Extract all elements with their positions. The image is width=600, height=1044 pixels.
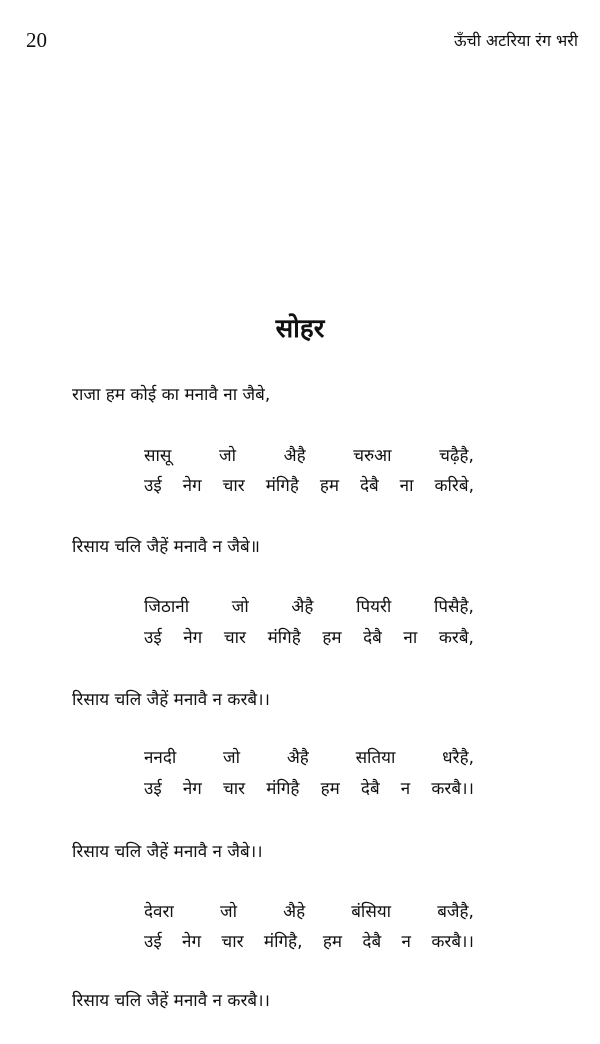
running-header: ऊँची अटरिया रंग भरी [453, 31, 578, 50]
word: करिबे, [434, 476, 474, 496]
word: जो [218, 446, 237, 466]
stanza-line [144, 626, 474, 650]
word: सासू [144, 446, 172, 466]
word: अैहै [291, 597, 314, 617]
word: जो [219, 902, 237, 922]
word: मंगिहै [266, 779, 300, 799]
stanza-line [144, 930, 474, 954]
word: बंसिया [351, 902, 392, 922]
word: उई [144, 476, 162, 496]
word: चार [222, 476, 245, 496]
word: करबै।। [431, 779, 474, 799]
word: करबै, [438, 628, 474, 648]
word: जो [231, 597, 249, 617]
word: चार [222, 779, 246, 799]
word: नेग [183, 628, 203, 648]
refrain-line: रिसाय चलि जैहें मनावै न जैबे॥ [72, 537, 260, 557]
refrain-line: रिसाय चलि जैहें मनावै न करबै।। [72, 690, 270, 710]
word: चार [221, 932, 244, 952]
word: देबै [359, 476, 379, 496]
word: देवरा [144, 902, 174, 922]
word: करबै।। [431, 932, 474, 952]
word: ननदी [144, 748, 177, 768]
opening-line: राजा हम कोई का मनावै ना जैबे, [72, 385, 271, 405]
word: जिठानी [144, 597, 190, 617]
song-title: सोहर [275, 314, 325, 344]
word: न [400, 779, 411, 799]
stanza-line [144, 595, 474, 619]
word: देबै [360, 779, 380, 799]
word: उई [144, 932, 162, 952]
word: नेग [182, 779, 202, 799]
word: जो [223, 748, 241, 768]
word: पियरी [356, 597, 392, 617]
word: देबै [363, 628, 382, 648]
stanza-line [144, 777, 474, 801]
stanza-line [144, 900, 474, 924]
refrain-line: रिसाय चलि जैहें मनावै न जैबे।। [72, 842, 263, 862]
page-number: 20 [26, 28, 47, 52]
word: सतिया [355, 748, 396, 768]
word: बजैहै, [437, 902, 474, 922]
stanza-line [144, 444, 474, 468]
word: चरुआ [353, 446, 392, 466]
word: हम [322, 628, 342, 648]
word: अैहै [286, 748, 309, 768]
word: अैहे [283, 902, 306, 922]
word: न [401, 932, 411, 952]
word: मंगिहै, [263, 932, 303, 952]
word: मंगिहै [265, 476, 299, 496]
word: मंगिहै [267, 628, 301, 648]
word: नेग [182, 476, 202, 496]
word: ना [399, 476, 414, 496]
word: उई [144, 628, 162, 648]
word: हम [322, 932, 343, 952]
word: पिसैहै, [433, 597, 474, 617]
word: चार [223, 628, 246, 648]
word: उई [144, 779, 162, 799]
stanza-line [144, 474, 474, 498]
refrain-line: रिसाय चलि जैहें मनावै न करबै।। [72, 991, 270, 1011]
word: हम [319, 476, 340, 496]
stanza-line [144, 746, 474, 770]
word: अैहै [283, 446, 306, 466]
word: देबै [362, 932, 382, 952]
word: ना [403, 628, 418, 648]
word: धरैहै, [442, 748, 474, 768]
word: चढ़ैहै, [439, 446, 474, 466]
word: हम [320, 779, 340, 799]
word: नेग [182, 932, 202, 952]
